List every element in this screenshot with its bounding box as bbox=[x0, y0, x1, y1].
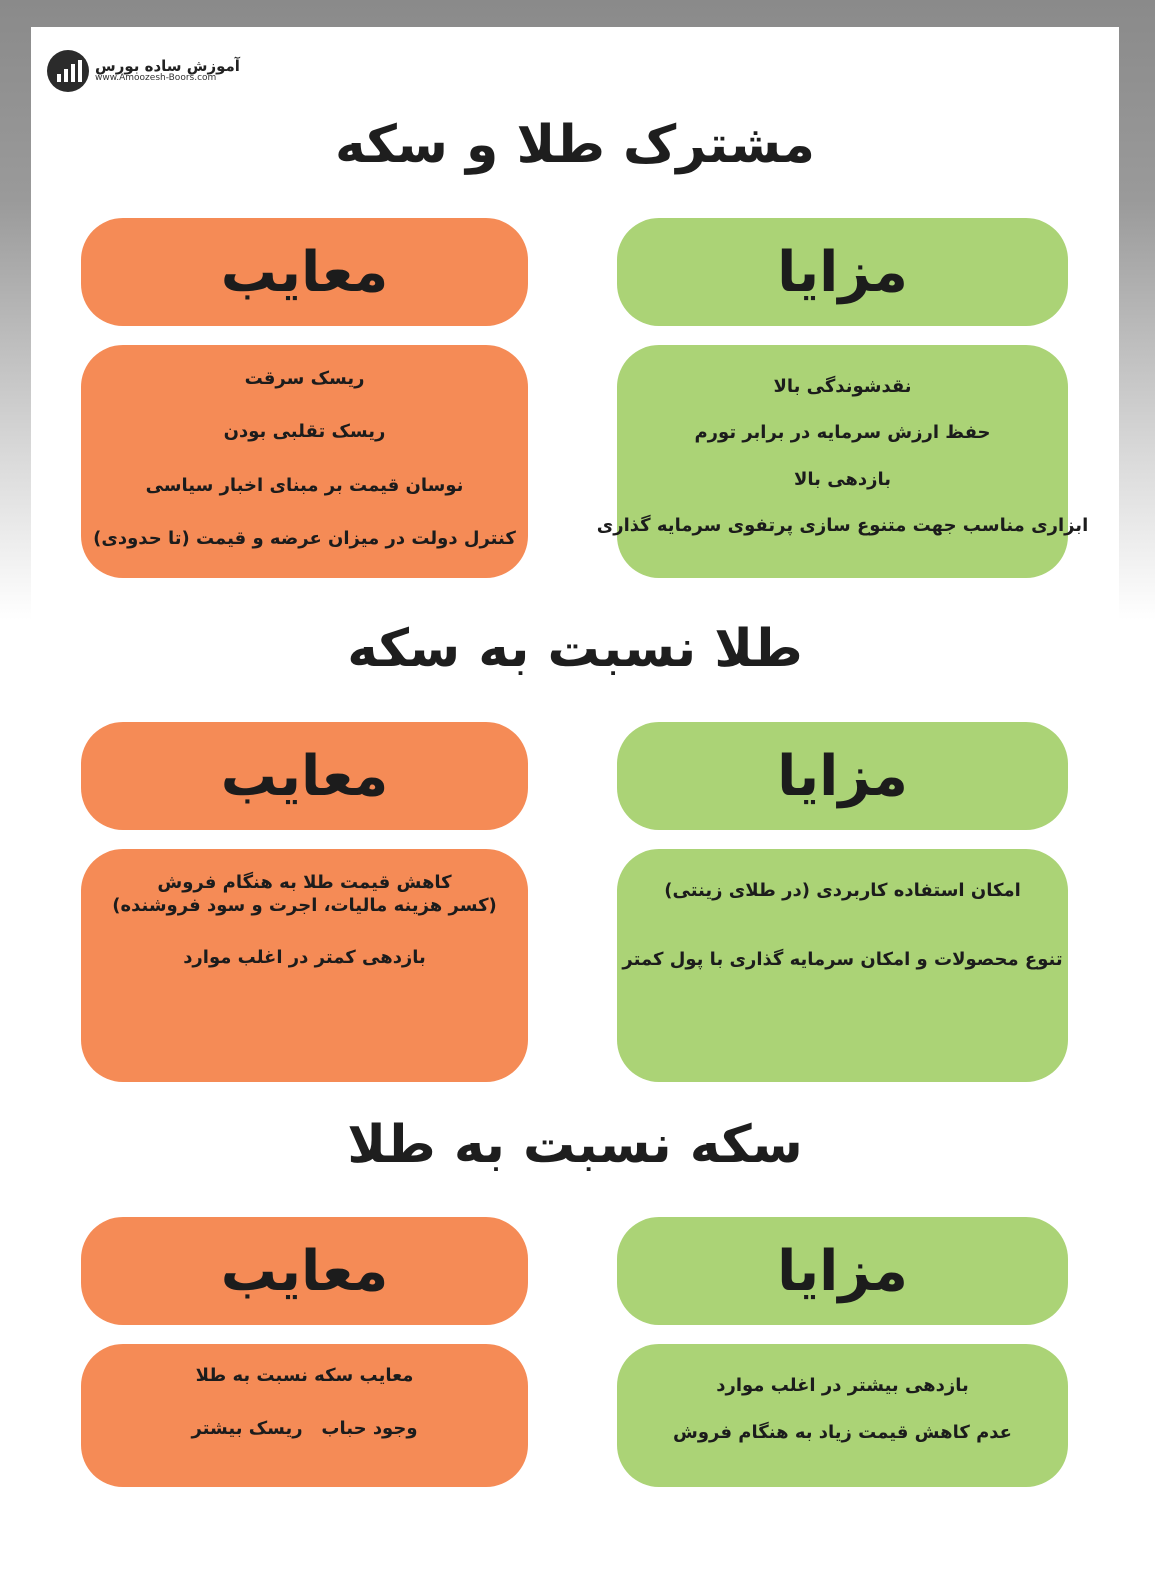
pros-header bbox=[617, 722, 1068, 830]
cons-header bbox=[81, 1217, 528, 1325]
cons-item: بازدهی کمتر در اغلب موارد bbox=[183, 946, 426, 968]
cons-item: کنترل دولت در میزان عرضه و قیمت (تا حدودی) bbox=[93, 528, 516, 550]
cons-item: معایب سکه نسبت به طلا bbox=[195, 1365, 414, 1386]
pros-item: بازدهی بیشتر در اغلب موارد bbox=[716, 1375, 969, 1396]
section-title-common: مشترک طلا و سکه bbox=[335, 115, 815, 175]
pros-item: تنوع محصولات و امکان سرمایه گذاری با پول کمتر bbox=[622, 949, 1063, 971]
cons-item: وجود حباب ریسک بیشتر bbox=[191, 1418, 418, 1440]
pros-item: ابزاری مناسب جهت متنوع سازی پرتفوی سرمایه گذاری bbox=[596, 515, 1089, 537]
logo-name: آموزش ساده بورس bbox=[95, 56, 240, 75]
cons-label: معایب bbox=[220, 239, 389, 305]
cons-list bbox=[81, 345, 528, 578]
cons-label: معایب bbox=[220, 1238, 389, 1304]
pros-label: مزایا bbox=[777, 1238, 908, 1304]
cons-list bbox=[81, 1344, 528, 1487]
cons-item: نوسان قیمت بر مبنای اخبار سیاسی bbox=[145, 474, 464, 496]
pros-label: مزایا bbox=[777, 743, 908, 809]
section-title-gold-vs-coin: طلا نسبت به سکه bbox=[347, 619, 803, 679]
pros-item: امکان استفاده کاربردی (در طلای زینتی) bbox=[664, 880, 1021, 901]
site-logo[interactable] bbox=[47, 47, 247, 95]
cons-item: ریسک تقلبی بودن bbox=[223, 421, 386, 443]
pros-header bbox=[617, 1217, 1068, 1325]
cons-header bbox=[81, 722, 528, 830]
cons-item: ریسک سرقت bbox=[244, 368, 365, 389]
logo-url: www.Amoozesh-Boors.com bbox=[95, 73, 217, 84]
pros-item: بازدهی بالا bbox=[794, 468, 891, 490]
section-title-coin-vs-gold: سکه نسبت به طلا bbox=[347, 1115, 803, 1175]
pros-header bbox=[617, 218, 1068, 326]
pros-label: مزایا bbox=[777, 239, 908, 305]
pros-list bbox=[596, 345, 1089, 578]
pros-item: عدم کاهش قیمت زیاد به هنگام فروش bbox=[673, 1422, 1012, 1444]
cons-item: کاهش قیمت طلا به هنگام فروش bbox=[157, 872, 452, 893]
pros-item: حفظ ارزش سرمایه در برابر تورم bbox=[694, 422, 991, 444]
cons-label: معایب bbox=[220, 743, 389, 809]
globe-chart-icon bbox=[47, 50, 89, 92]
cons-item: (کسر هزینه مالیات، اجرت و سود فروشنده) bbox=[112, 895, 497, 917]
infographic-sheet bbox=[31, 27, 1119, 1575]
pros-list bbox=[617, 849, 1068, 1082]
cons-list bbox=[81, 849, 528, 1082]
pros-item: نقدشوندگی بالا bbox=[773, 376, 912, 397]
pros-list bbox=[617, 1344, 1068, 1487]
cons-header bbox=[81, 218, 528, 326]
